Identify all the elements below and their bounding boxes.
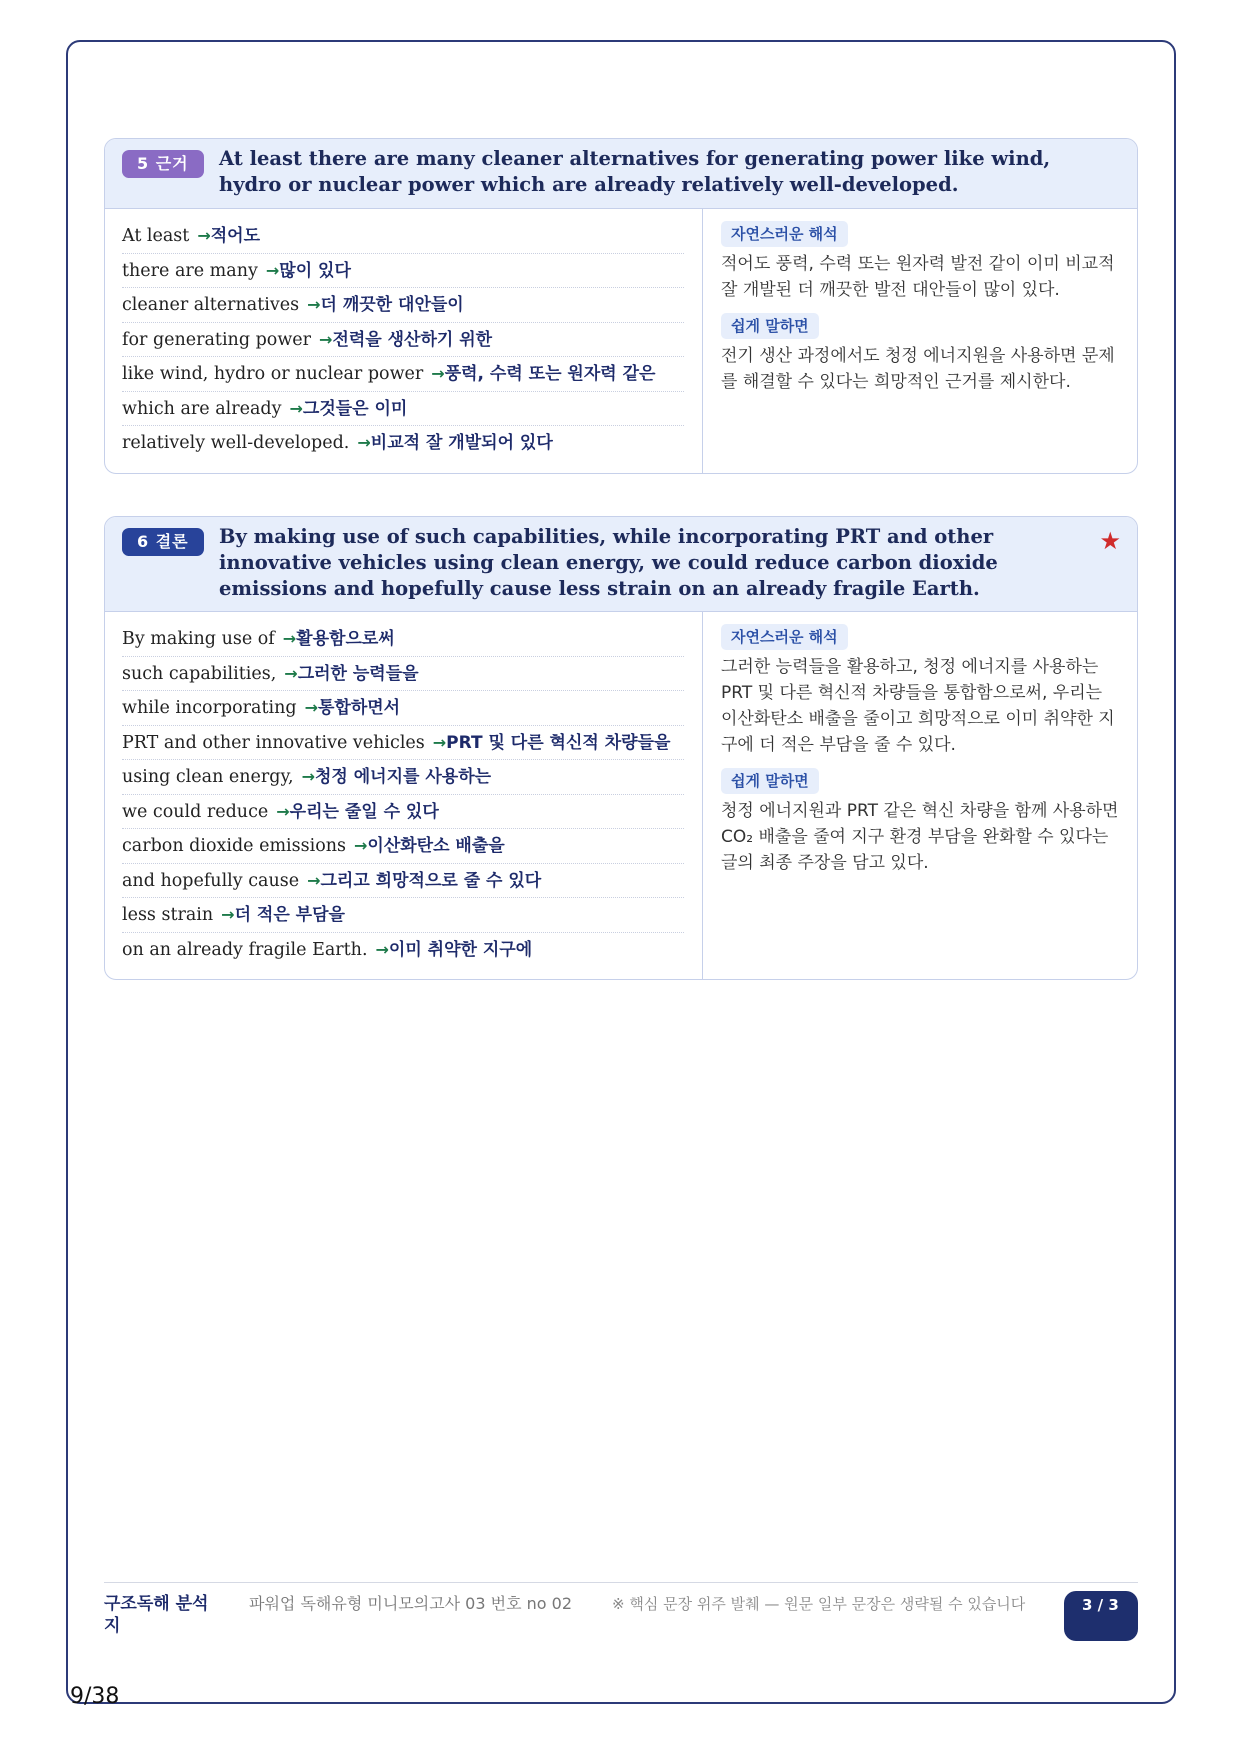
chunk-row xyxy=(122,426,684,461)
chunk-row xyxy=(122,392,684,427)
chunk-korean: 풍력, 수력 또는 원자력 같은 xyxy=(444,364,656,384)
footer-exam-info: 파워업 독해유형 미니모의고사 03 번호 no 02 xyxy=(249,1594,573,1613)
chunk-korean: 그것들은 이미 xyxy=(302,398,408,419)
chunk-list xyxy=(105,612,703,979)
arrow-icon: → xyxy=(289,398,303,418)
chunk-korean: 그러한 능력들을 xyxy=(297,663,419,684)
chunk-korean: 더 적은 부담을 xyxy=(234,905,345,925)
chunk-row xyxy=(122,691,684,726)
chunk-english: relatively well-developed. xyxy=(122,433,350,453)
chunk-english: By making use of xyxy=(122,629,275,649)
chunk-english: carbon dioxide emissions xyxy=(122,836,346,856)
section-card-5 xyxy=(104,138,1138,474)
chunk-korean: 더 깨끗한 대안들이 xyxy=(320,295,464,315)
chunk-korean: 이산화탄소 배출을 xyxy=(367,836,505,856)
arrow-icon: → xyxy=(265,260,280,280)
chunk-row xyxy=(122,829,684,864)
natural-translation-text: 적어도 풍력, 수력 또는 원자력 발전 같이 이미 비교적 잘 개발된 더 깨끗한 발전 대안들이 많이 있다. xyxy=(721,254,1115,300)
chunk-korean: 통합하면서 xyxy=(317,698,401,718)
natural-translation-text: 그러한 능력들을 활용하고, 청정 에너지를 사용하는 PRT 및 다른 혁신적 차량들을 통합함으로써, 우리는 이산화탄소 배출을 줄이고 희망적으로 이미 취약한 지구에 더 적은 부담을 줄 수 있다. xyxy=(721,657,1115,755)
arrow-icon: → xyxy=(375,939,389,959)
chunk-row xyxy=(122,760,684,795)
arrow-icon: → xyxy=(221,905,235,924)
chunk-row xyxy=(122,864,684,899)
chunk-english: while incorporating xyxy=(122,698,297,718)
chunk-korean: 그리고 희망적으로 줄 수 있다 xyxy=(320,870,542,891)
arrow-icon: → xyxy=(357,433,371,452)
section-body xyxy=(105,209,1137,473)
section-card-6 xyxy=(104,516,1138,980)
chunk-korean: PRT 및 다른 혁신적 차량들을 xyxy=(446,732,671,753)
chunk-english: and hopefully cause xyxy=(122,870,300,891)
simple-summary-text: 청정 에너지원과 PRT 같은 혁신 차량을 함께 사용하면 CO₂ 배출을 줄여 지구 환경 부담을 완화할 수 있다는 글의 최종 주장을 담고 있다. xyxy=(721,801,1119,873)
arrow-icon: → xyxy=(197,226,211,245)
chunk-korean: 활용함으로써 xyxy=(296,629,395,649)
chunk-row xyxy=(122,898,684,933)
chunk-english: we could reduce xyxy=(122,801,269,822)
chunk-english: cleaner alternatives xyxy=(122,295,300,315)
section-header xyxy=(105,517,1137,612)
arrow-icon: → xyxy=(354,836,368,855)
simple-summary-label: 쉽게 말하면 xyxy=(721,313,819,339)
chunk-list xyxy=(105,209,703,473)
interpretation-panel xyxy=(703,209,1137,473)
arrow-icon: → xyxy=(431,364,445,383)
chunk-row xyxy=(122,657,684,692)
chunk-row xyxy=(122,726,684,761)
arrow-icon: → xyxy=(307,870,321,890)
arrow-icon: → xyxy=(282,629,297,648)
chunk-english: using clean energy, xyxy=(122,767,294,787)
footer-note: ※ 핵심 문장 위주 발췌 — 원문 일부 문장은 생략될 수 있습니다 xyxy=(612,1595,1026,1613)
chunk-row xyxy=(122,219,684,254)
arrow-icon: → xyxy=(284,663,298,683)
chunk-korean: 우리는 줄일 수 있다 xyxy=(289,801,439,822)
interpretation-panel xyxy=(703,612,1137,979)
star-icon: ★ xyxy=(1099,527,1121,555)
chunk-row xyxy=(122,254,684,289)
arrow-icon: → xyxy=(307,295,321,314)
arrow-icon: → xyxy=(276,801,290,821)
chunk-row xyxy=(122,933,684,968)
chunk-korean: 이미 취약한 지구에 xyxy=(388,939,533,960)
section-sentence: By making use of such capabilities, while incorporating PRT and other innovative vehicles using clean energy, we could reduce carbon dioxide emissions and hopefully cause less strain on an already fragile Earth. xyxy=(219,525,998,600)
chunk-korean: 많이 있다 xyxy=(279,260,351,281)
page-footer xyxy=(104,1582,1138,1643)
section-header xyxy=(105,139,1137,209)
natural-translation-label: 자연스러운 해석 xyxy=(721,624,848,650)
arrow-icon: → xyxy=(301,767,315,786)
chunk-english: which are already xyxy=(122,398,282,419)
outer-page-number: 9/38 xyxy=(70,1684,120,1709)
chunk-english: like wind, hydro or nuclear power xyxy=(122,364,424,384)
chunk-row xyxy=(122,288,684,323)
arrow-icon: → xyxy=(319,329,333,349)
chunk-row xyxy=(122,622,684,657)
chunk-korean: 적어도 xyxy=(210,226,261,246)
footer-title: 구조독해 분석지 xyxy=(104,1594,209,1636)
simple-summary-label: 쉽게 말하면 xyxy=(721,768,819,794)
chunk-english: less strain xyxy=(122,905,214,925)
chunk-english: for generating power xyxy=(122,329,312,350)
chunk-korean: 청정 에너지를 사용하는 xyxy=(315,767,492,787)
chunk-row xyxy=(122,323,684,358)
simple-summary-text: 전기 생산 과정에서도 청정 에너지원을 사용하면 문제를 해결할 수 있다는 희망적인 근거를 제시한다. xyxy=(721,346,1115,392)
arrow-icon: → xyxy=(304,698,318,717)
chunk-english: At least xyxy=(122,226,190,246)
section-body xyxy=(105,612,1137,979)
section-tag: 6 결론 xyxy=(122,528,204,556)
chunk-english: such capabilities, xyxy=(122,663,277,684)
footer-page-badge: 3 / 3 xyxy=(1064,1591,1138,1641)
chunk-english: on an already fragile Earth. xyxy=(122,939,368,960)
section-tag: 5 근거 xyxy=(122,150,204,178)
chunk-korean: 비교적 잘 개발되어 있다 xyxy=(370,433,553,453)
chunk-korean: 전력을 생산하기 위한 xyxy=(332,329,493,350)
chunk-english: PRT and other innovative vehicles xyxy=(122,732,425,753)
natural-translation-label: 자연스러운 해석 xyxy=(721,221,848,247)
section-sentence: At least there are many cleaner alternatives for generating power like wind, hydro or nuclear power which are already relatively well-developed. xyxy=(219,147,1051,196)
arrow-icon: → xyxy=(432,732,447,752)
chunk-row xyxy=(122,357,684,392)
chunk-english: there are many xyxy=(122,260,258,281)
chunk-row xyxy=(122,795,684,830)
